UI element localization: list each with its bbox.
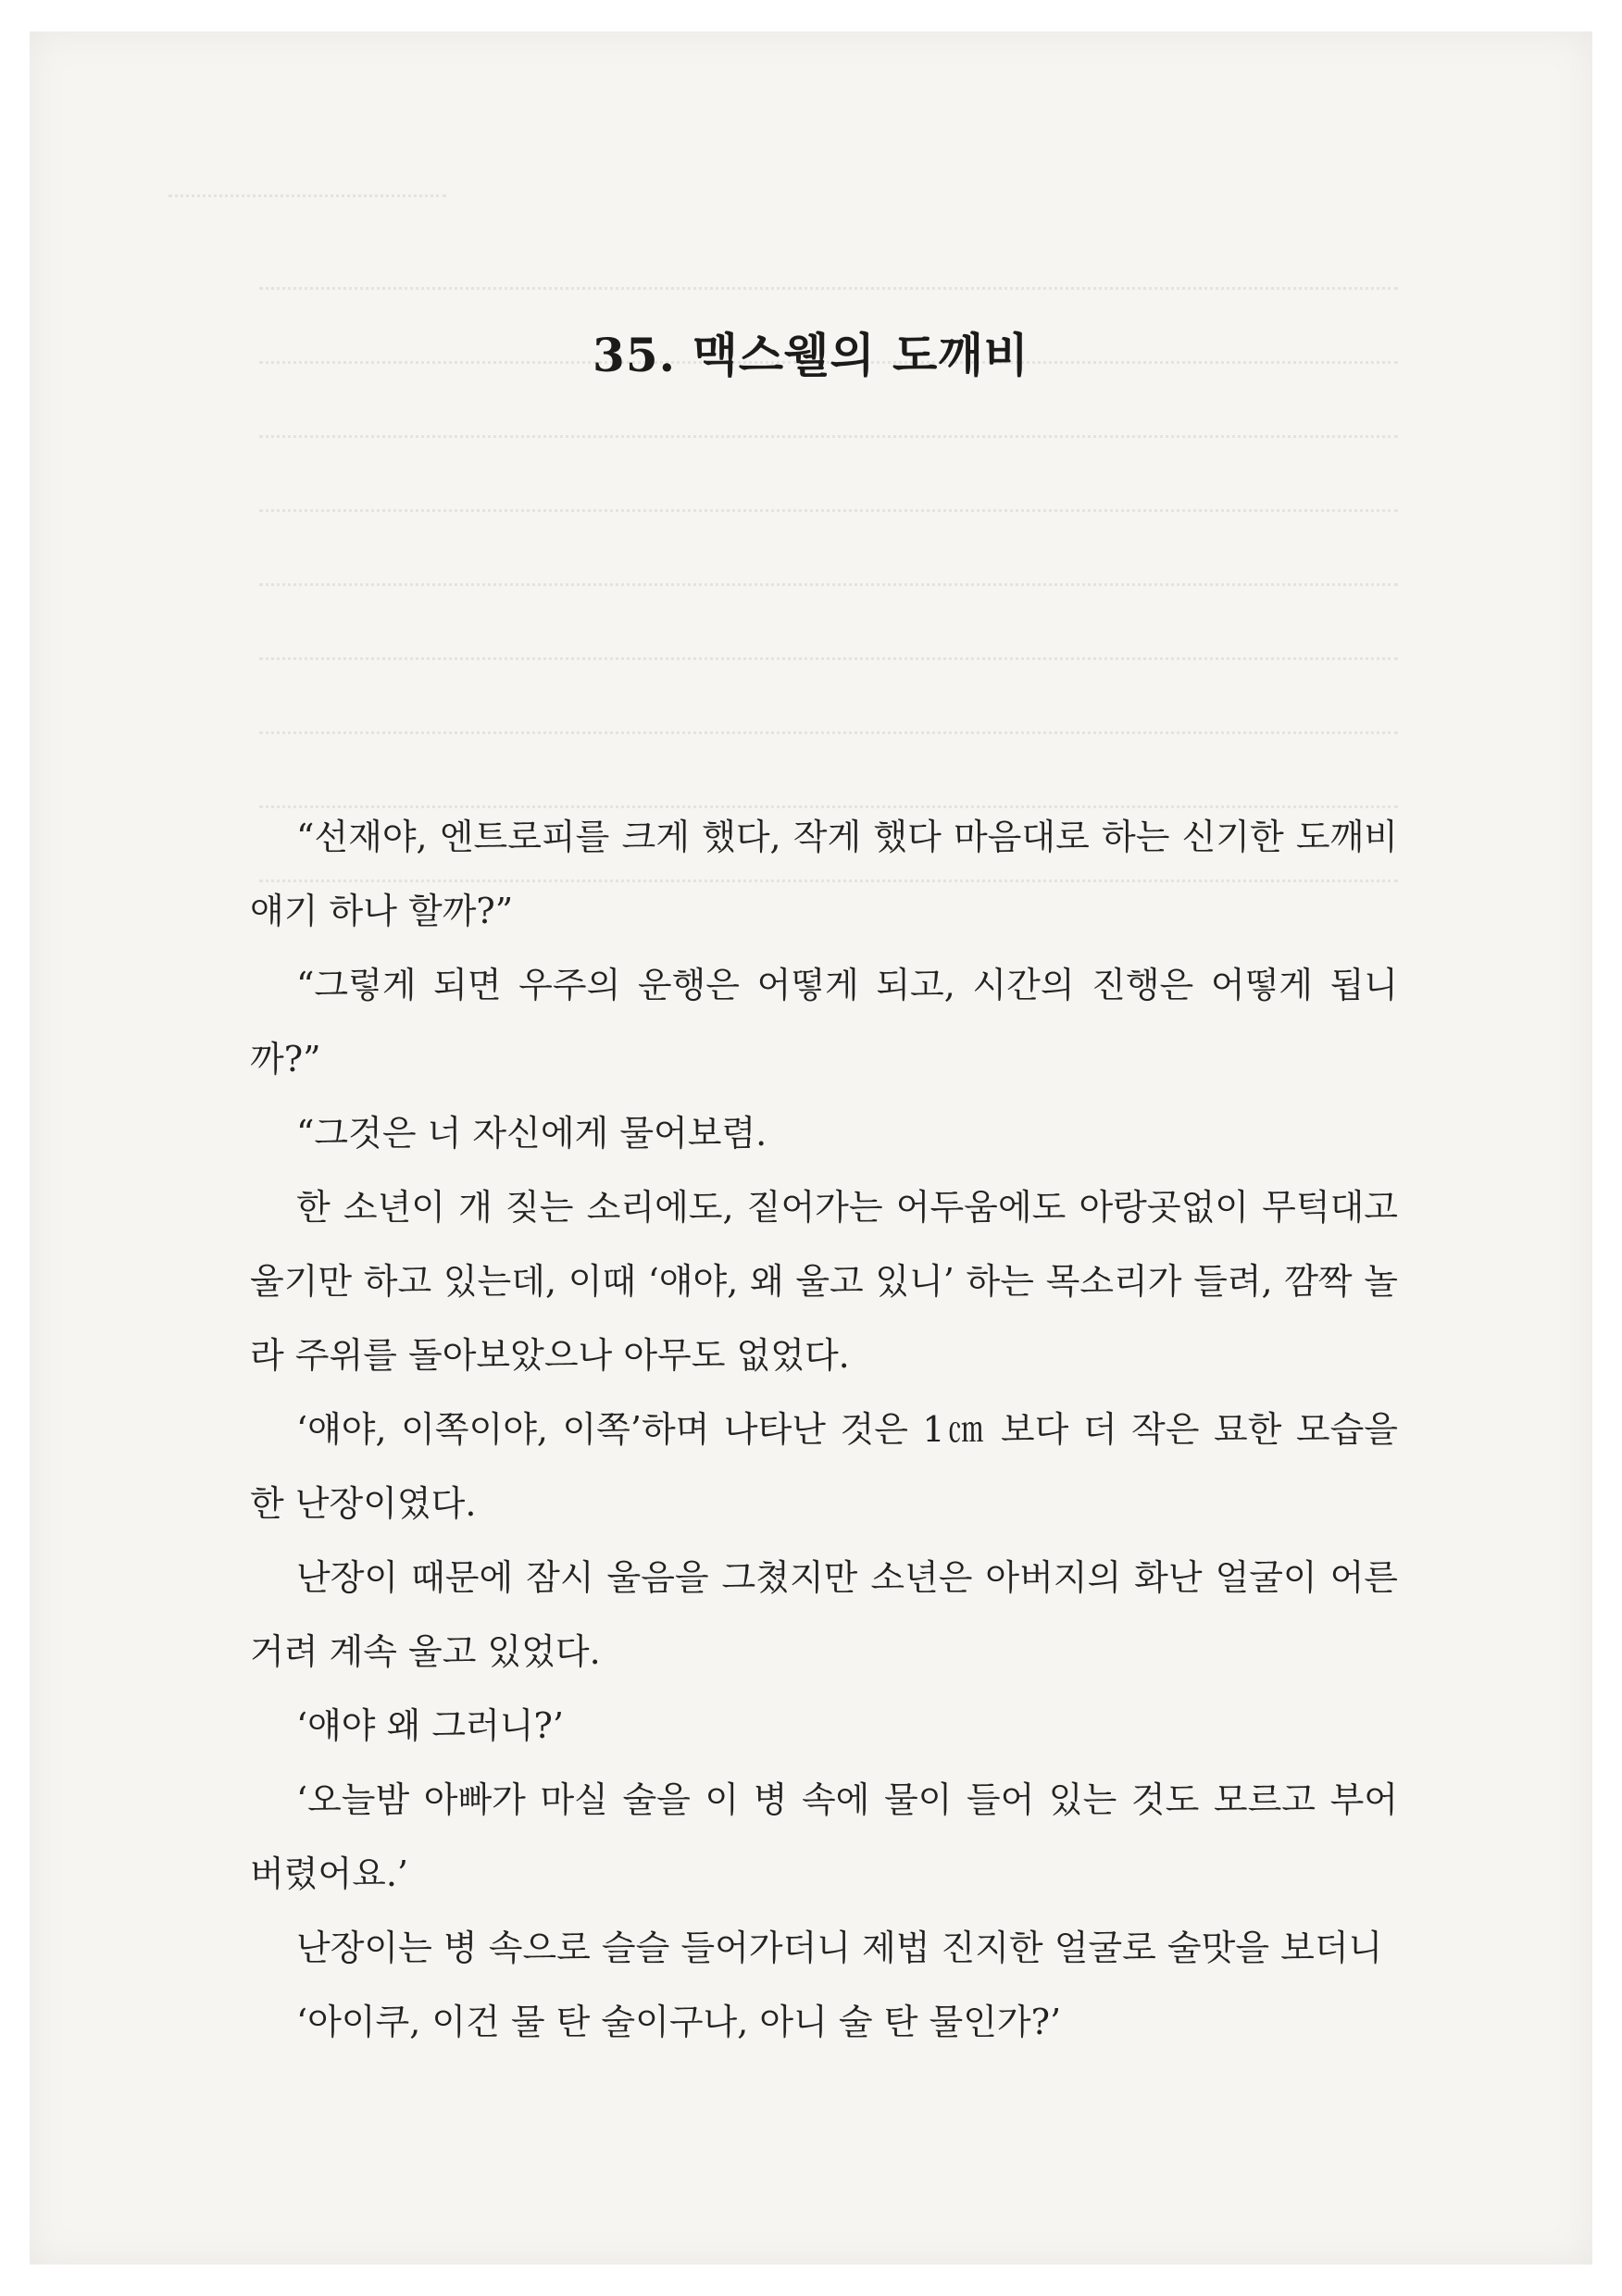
paragraph: 한 소년이 개 짖는 소리에도, 짙어가는 어두움에도 아랑곳없이 무턱대고 울기만 하고 있는데, 이때 ‘얘야, 왜 울고 있니’ 하는 목소리가 들려, 깜짝 놀라 주위를 돌아보았으나 아무도 없었다. [250, 1187, 1398, 1376]
paragraph: ‘얘야 왜 그러니?’ [296, 1705, 564, 1746]
book-page [30, 31, 1592, 2265]
show-through-line [259, 509, 1398, 514]
body-text [250, 800, 1398, 2059]
paragraph: ‘아이쿠, 이건 물 탄 술이구나, 아니 술 탄 물인가?’ [296, 2002, 1062, 2042]
show-through-line [259, 287, 1398, 292]
paragraph: “그것은 너 자신에게 물어보렴. [296, 1113, 767, 1154]
show-through-line [168, 194, 446, 199]
paragraph: “그렇게 되면 우주의 운행은 어떻게 되고, 시간의 진행은 어떻게 됩니까?” [250, 965, 1398, 1079]
show-through-line [259, 435, 1398, 440]
show-through-line [259, 731, 1398, 736]
show-through-line [259, 583, 1398, 588]
paragraph: ‘오늘밤 아빠가 마실 술을 이 병 속에 물이 들어 있는 것도 모르고 부어 버렸어요.’ [250, 1779, 1398, 1894]
paragraph: 난장이 때문에 잠시 울음을 그쳤지만 소년은 아버지의 화난 얼굴이 어른거려 계속 울고 있었다. [250, 1557, 1398, 1672]
paragraph: ‘얘야, 이쪽이야, 이쪽’하며 나타난 것은 1㎝ 보다 더 작은 묘한 모습을 한 난장이였다. [250, 1409, 1398, 1524]
paragraph: “선재야, 엔트로피를 크게 했다, 작게 했다 마음대로 하는 신기한 도깨비 얘기 하나 할까?” [250, 817, 1398, 931]
show-through-line [259, 657, 1398, 662]
paragraph: 난장이는 병 속으로 슬슬 들어가더니 제법 진지한 얼굴로 술맛을 보더니 [296, 1928, 1383, 1968]
chapter-title: 35. 맥스웰의 도깨비 [593, 328, 1029, 382]
